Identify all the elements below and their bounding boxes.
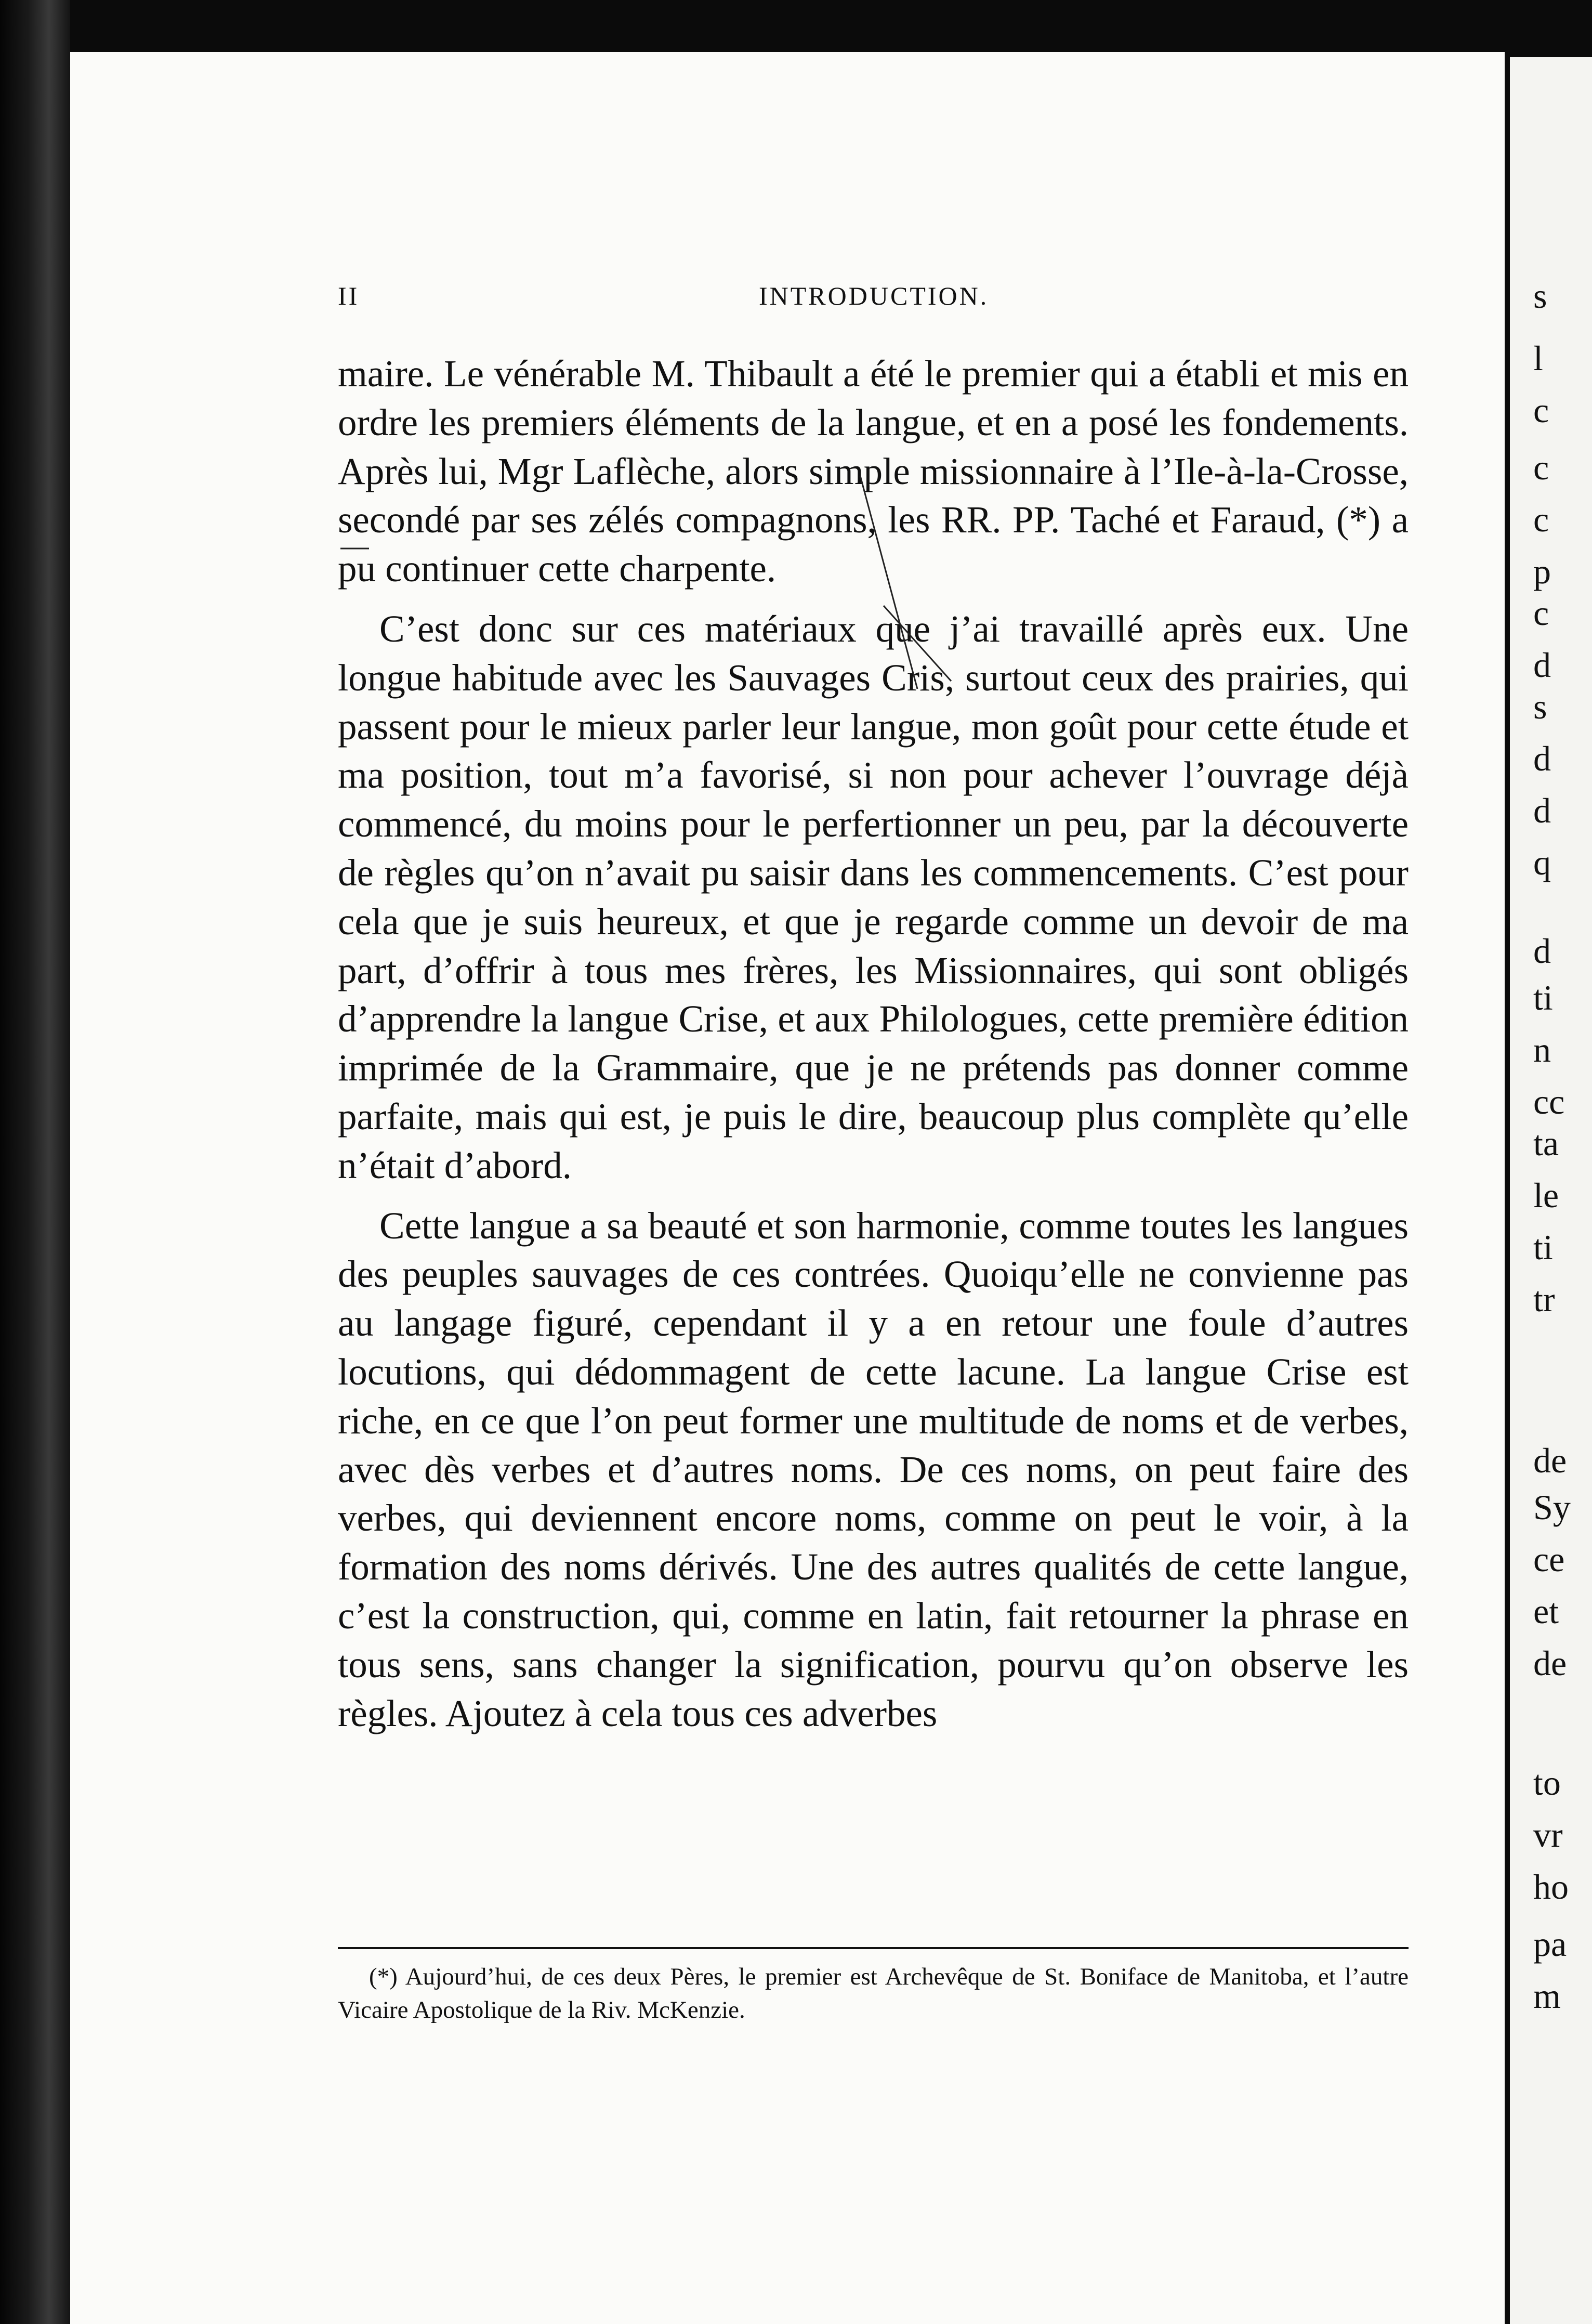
- paragraph-1: maire. Le vénérable M. Thibault a été le premier qui a établi et mis en ordre les premiers éléments de la langue, et en a posé les fondements. Après lui, Mgr Laflèche, alors simple missionnaire à l’Ile-à-la-Crosse, secondé par ses zélés compagnons, les RR. PP. Taché et Faraud, (*) a pu continuer cette charpente.: [338, 352, 1409, 590]
- running-title: INTRODUCTION.: [759, 281, 989, 310]
- running-head: [265, 281, 1422, 322]
- facing-page-fragment: d: [1533, 791, 1551, 830]
- facing-page-fragment: to: [1533, 1763, 1561, 1803]
- facing-page-edge: [1510, 57, 1592, 2324]
- facing-page-fragment: n: [1533, 1030, 1551, 1069]
- footnote: [338, 1960, 1409, 2027]
- facing-page-fragment: ti: [1533, 978, 1553, 1017]
- facing-page-fragment: ta: [1533, 1124, 1559, 1163]
- facing-page-fragment: c: [1533, 500, 1549, 539]
- facing-page-fragment: pa: [1533, 1924, 1567, 1964]
- facing-page-fragment: Sy: [1533, 1487, 1571, 1527]
- facing-page-fragment: tr: [1533, 1279, 1555, 1319]
- facing-page-fragment: d: [1533, 739, 1551, 778]
- paragraph-2: C’est donc sur ces matériaux que j’ai travaillé après eux. Une longue habitude avec les Sauvages Cris, surtout ceux des prairies, qui passent pour le mieux parler leur langue, mon goût pour cette étude et ma position, tout m’a favorisé, si non pour achever l’ouvrage déjà commencé, du moins pour le perfertionner un peu, par la découverte de règles qu’on n’avait pu saisir dans les commencements. C’est pour cela que je suis heureux, et que je regarde comme un devoir de ma part, d’offrir à tous mes frères, les Missionnaires, qui sont obligés d’apprendre la langue Crise, et aux Philologues, cette première édition imprimée de la Grammaire, que je ne prétends pas donner comme parfaite, mais qui est, je puis le dire, beaucoup plus complète qu’elle n’était d’abord.: [338, 607, 1409, 1186]
- facing-page-fragment: q: [1533, 843, 1551, 882]
- facing-page-fragment: vr: [1533, 1815, 1563, 1855]
- facing-page-fragment: c: [1533, 448, 1549, 487]
- facing-page-fragment: d: [1533, 645, 1551, 685]
- facing-page-fragment: c: [1533, 593, 1549, 633]
- book-gutter-left: [0, 0, 70, 2324]
- facing-page-fragment: d: [1533, 931, 1551, 971]
- footnote-text: Aujourd’hui, de ces deux Pères, le premier est Archevêque de St. Boniface de Manitoba, et l’autre Vicaire Apostolique de la Riv. McKenzie.: [338, 1963, 1409, 2023]
- facing-page-fragment: s: [1533, 276, 1547, 316]
- facing-page-fragment: et: [1533, 1591, 1559, 1631]
- paragraph-3: Cette langue a sa beauté et son harmonie, comme toutes les langues des peuples sauvages de ces contrées. Quoiqu’elle ne convienne pas au langage figuré, cependant il y a en retour une foule d’autres locutions, qui dédommagent de cette lacune. La langue Crise est riche, en ce que l’on peut former une multitude de noms et de verbes, avec dès verbes et d’autres noms. De ces noms, on peut faire des verbes, qui deviennent encore noms, comme on peut le voir, à la formation des noms dérivés. Une des autres qualités de cette langue, c’est la construction, qui, comme en latin, fait retourner la phrase en tous sens, sans changer la signification, pourvu qu’on observe les règles. Ajoutez à cela tous ces adverbes: [338, 1204, 1409, 1734]
- footnote-mark: (*): [369, 1963, 398, 1990]
- facing-page-fragment: s: [1533, 687, 1547, 726]
- facing-page-fragment: cc: [1533, 1082, 1565, 1121]
- facing-page-fragment: de: [1533, 1643, 1567, 1683]
- facing-page-fragment: ho: [1533, 1867, 1569, 1907]
- facing-page-fragment: m: [1533, 1976, 1561, 2016]
- facing-page-fragment: le: [1533, 1176, 1559, 1215]
- body-text: [338, 349, 1409, 1738]
- facing-page-fragment: c: [1533, 390, 1549, 430]
- facing-page-fragment: de: [1533, 1441, 1567, 1480]
- footnote-rule: [338, 1947, 1409, 1949]
- facing-page-fragment: l: [1533, 338, 1543, 378]
- page-number: II: [338, 281, 360, 310]
- facing-page-fragment: ti: [1533, 1228, 1553, 1267]
- facing-page-fragment: ce: [1533, 1539, 1565, 1579]
- facing-page-fragment: p: [1533, 552, 1551, 591]
